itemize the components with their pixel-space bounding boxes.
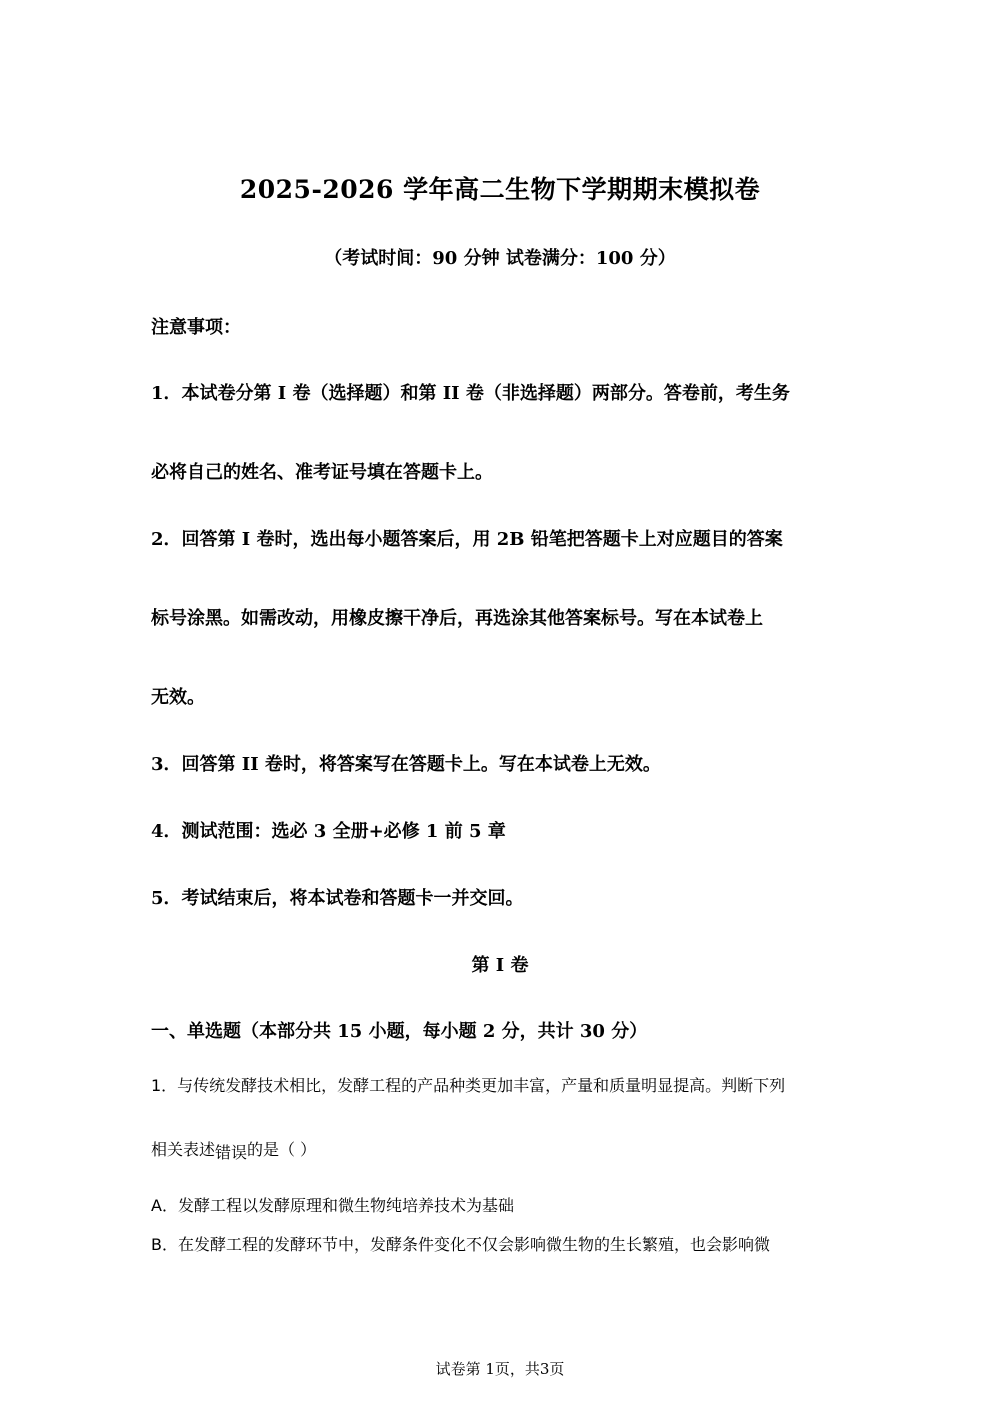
note-line: 标号涂黑。如需改动，用橡皮擦干净后，再选涂其他答案标号。写在本试卷上 xyxy=(151,608,763,629)
note-line: 3．回答第 II 卷时，将答案写在答题卡上。写在本试卷上无效。 xyxy=(151,754,661,775)
section-label: 第 I 卷 xyxy=(471,955,529,976)
notes-heading: 注意事项： xyxy=(151,317,241,338)
page-footer: 试卷第 1页，共3页 xyxy=(435,1360,565,1378)
page-title: 2025-2026 学年高二生物下学期期末模拟卷 xyxy=(239,175,761,204)
stem-prefix: 相关表述 xyxy=(151,1140,216,1159)
question-stem: 1．与传统发酵技术相比，发酵工程的产品种类更加丰富，产量和质量明显提高。判断下列 xyxy=(151,1076,786,1095)
note-line: 无效。 xyxy=(151,687,205,708)
option-a: A．发酵工程以发酵原理和微生物纯培养技术为基础 xyxy=(151,1196,514,1215)
stem-suffix: 的是（ ） xyxy=(247,1140,317,1159)
note-line: 5．考试结束后，将本试卷和答题卡一并交回。 xyxy=(151,888,524,909)
question-stem-continued xyxy=(151,1137,316,1160)
option-b: B．在发酵工程的发酵环节中，发酵条件变化不仅会影响微生物的生长繁殖，也会影响微 xyxy=(151,1235,770,1254)
part-heading: 一、单选题（本部分共 15 小题，每小题 2 分，共计 30 分） xyxy=(151,1021,648,1042)
note-line: 4．测试范围：选必 3 全册+必修 1 前 5 章 xyxy=(151,821,506,842)
note-line: 必将自己的姓名、准考证号填在答题卡上。 xyxy=(151,462,493,483)
note-line: 1．本试卷分第 I 卷（选择题）和第 II 卷（非选择题）两部分。答卷前，考生务 xyxy=(151,383,790,404)
emphasis-mark: 错误 xyxy=(215,1143,248,1162)
exam-info: （考试时间：90 分钟 试卷满分：100 分） xyxy=(324,248,676,269)
note-line: 2．回答第 I 卷时，选出每小题答案后，用 2B 铅笔把答题卡上对应题目的答案 xyxy=(151,529,783,550)
